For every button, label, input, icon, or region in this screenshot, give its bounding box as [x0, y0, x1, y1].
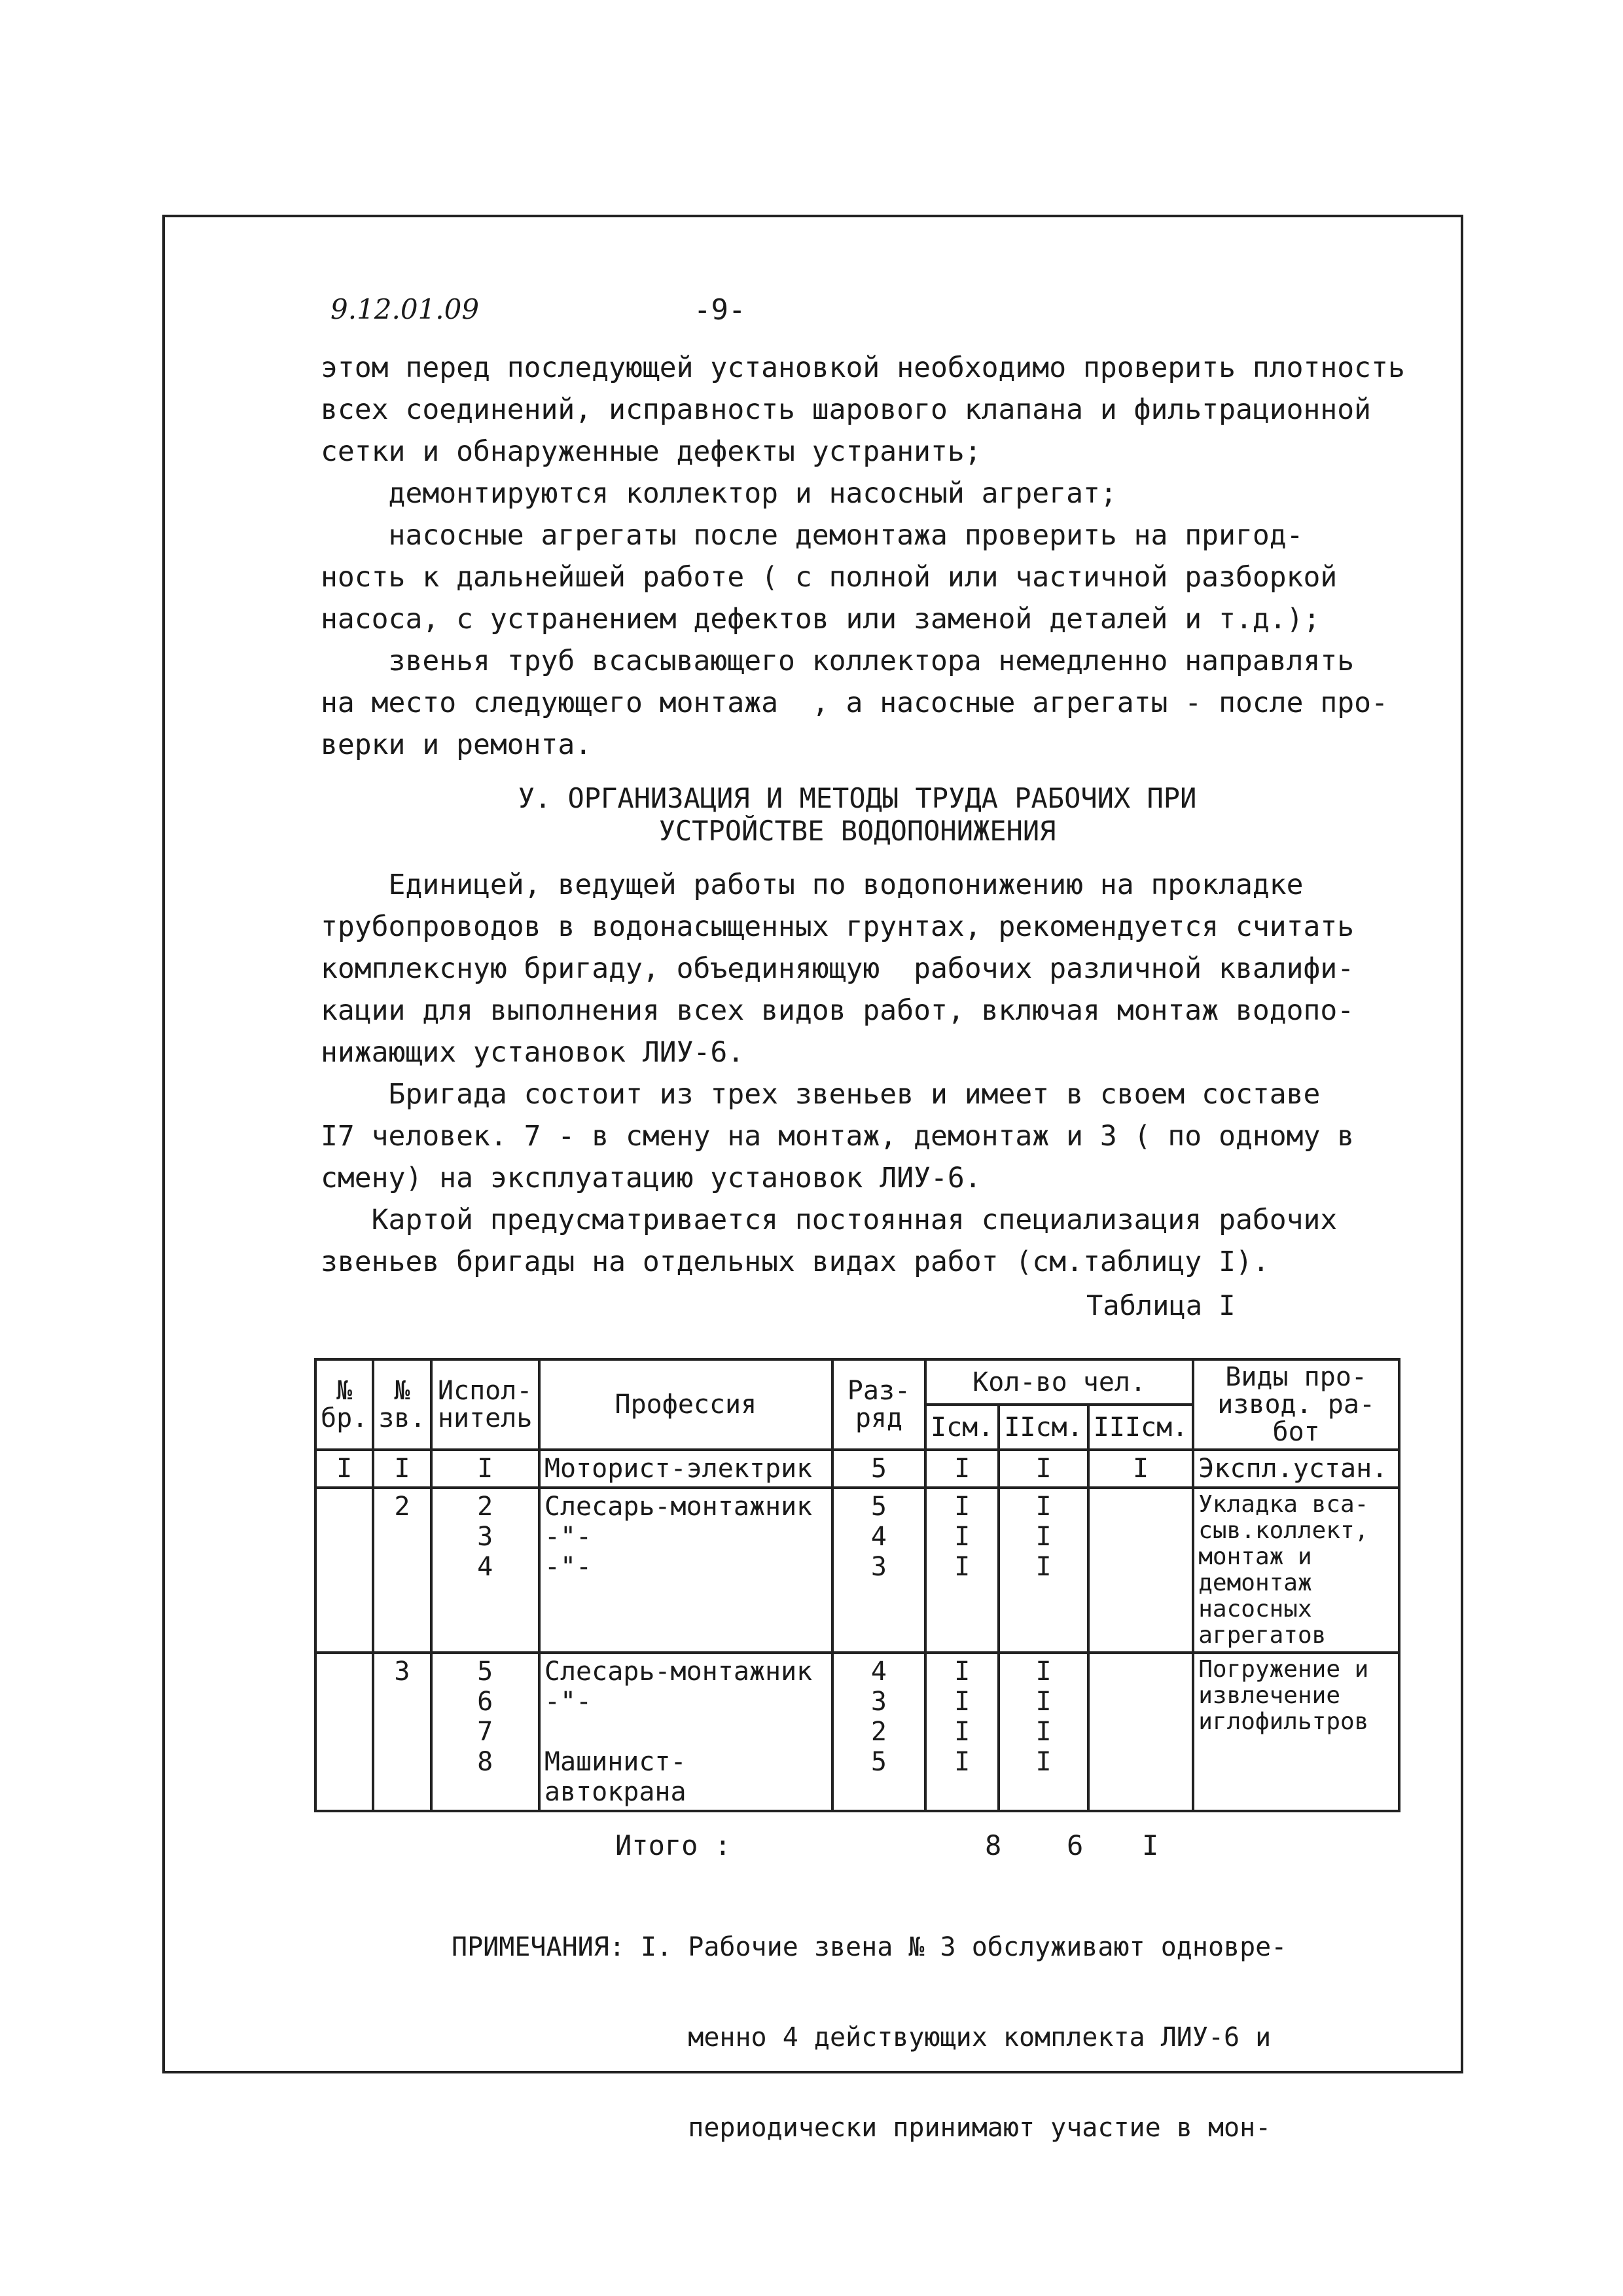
note-line: менно 4 действующих комплекта ЛИУ-6 и [452, 2022, 1272, 2053]
header-work-types: Виды про- извод. ра- бот [1193, 1359, 1399, 1450]
text-line: кации для выполнения всех видов работ, включая монтаж водопо- [321, 994, 1355, 1027]
cell-shift-1: I [925, 1450, 999, 1488]
cell-executor: I [431, 1450, 539, 1488]
header-shift-1: Iсм. [925, 1405, 999, 1450]
table-row [315, 1653, 1399, 1811]
total-shift-2: 6 [1067, 1829, 1084, 1861]
text-line: на место следующего монтажа , а насосные агрегаты - после про- [321, 687, 1388, 719]
text-line: звеньев бригады на отдельных видах работ (см.таблицу I). [321, 1246, 1270, 1278]
cell-profession: Слесарь-монтажник -"- Машинист-автокрана [539, 1653, 832, 1811]
note-line: периодически принимают участие в мон- [452, 2113, 1272, 2143]
header-profession: Профессия [539, 1359, 832, 1450]
text-line: Картой предусматривается постоянная специализация рабочих [321, 1204, 1338, 1236]
header-shift-3: IIIсм. [1088, 1405, 1194, 1450]
page-number: -9- [694, 293, 746, 327]
notes [452, 1872, 1287, 2173]
text-line: Бригада состоит из трех звеньев и имеет в своем составе [321, 1078, 1321, 1111]
cell-brigade: I [315, 1450, 373, 1488]
section-title-line-2: УСТРОЙСТВЕ ВОДОПОНИЖЕНИЯ [658, 815, 1056, 847]
text-line: всех соединений, исправность шарового клапана и фильтрационной [321, 393, 1372, 426]
cell-work-type: Погружение и извлечение иглофильтров [1193, 1653, 1399, 1811]
text-line: звенья труб всасывающего коллектора немедленно направлять [321, 645, 1355, 677]
cell-shift-2: I I I I [999, 1653, 1088, 1811]
cell-link: I [373, 1450, 431, 1488]
cell-shift-2: I [999, 1450, 1088, 1488]
header-executor: Испол- нитель [431, 1359, 539, 1450]
text-line: демонтируются коллектор и насосный агрегат; [321, 477, 1117, 510]
table-header-row [315, 1359, 1399, 1405]
table-row [315, 1450, 1399, 1488]
cell-executor: 5 6 7 8 [431, 1653, 539, 1811]
cell-profession: Слесарь-монтажник -"- -"- [539, 1488, 832, 1653]
cell-link: 2 [373, 1488, 431, 1653]
paragraph-1 [321, 347, 1420, 766]
text-line: этом перед последующей установкой необходимо проверить плотность [321, 351, 1405, 384]
header-shift-2: IIсм. [999, 1405, 1088, 1450]
note-line: ПРИМЕЧАНИЯ: I. Рабочие звена № 3 обслуживают одновре- [452, 1932, 1287, 1962]
table-row [315, 1488, 1399, 1653]
text-line: смену) на эксплуатацию установок ЛИУ-6. [321, 1162, 982, 1194]
section-title-line-1: У. ОРГАНИЗАЦИЯ И МЕТОДЫ ТРУДА РАБОЧИХ ПРИ [518, 782, 1197, 814]
text-line: верки и ремонта. [321, 728, 592, 761]
text-line: Единицей, ведущей работы по водопонижению на прокладке [321, 869, 1304, 901]
cell-brigade [315, 1488, 373, 1653]
cell-shift-3: I [1088, 1450, 1194, 1488]
text-line: I7 человек. 7 - в смену на монтаж, демонтаж и 3 ( по одному в [321, 1120, 1355, 1153]
text-line: нижающих установок ЛИУ-6. [321, 1036, 745, 1069]
cell-grade: 5 [832, 1450, 925, 1488]
table-caption: Таблица I [1086, 1289, 1236, 1321]
cell-link: 3 [373, 1653, 431, 1811]
header-link-no: № зв. [373, 1359, 431, 1450]
cell-brigade [315, 1653, 373, 1811]
section-heading [321, 782, 1394, 848]
text-line: комплексную бригаду, объединяющую рабочих различной квалифи- [321, 952, 1355, 985]
header-brigade-no: № бр. [315, 1359, 373, 1450]
cell-shift-3 [1088, 1488, 1194, 1653]
crew-table [314, 1358, 1400, 1812]
text-line: сетки и обнаруженные дефекты устранить; [321, 435, 982, 468]
header-count: Кол-во чел. [925, 1359, 1193, 1405]
cell-work-type: Укладка вса- сыв.коллект, монтаж и демонтаж насосных агрегатов [1193, 1488, 1399, 1653]
document-code: 9.12.01.09 [330, 293, 480, 325]
cell-shift-1: I I I [925, 1488, 999, 1653]
cell-shift-2: I I I [999, 1488, 1088, 1653]
text-line: трубопроводов в водонасыщенных грунтах, рекомендуется считать [321, 910, 1355, 943]
total-shift-3: I [1142, 1829, 1159, 1861]
text-line: ность к дальнейшей работе ( с полной или частичной разборкой [321, 561, 1338, 594]
cell-grade: 4 3 2 5 [832, 1653, 925, 1811]
paragraph-2 [321, 864, 1420, 1283]
text-line: насосные агрегаты после демонтажа проверить на пригод- [321, 519, 1304, 552]
cell-shift-3 [1088, 1653, 1194, 1811]
cell-shift-1: I I I I [925, 1653, 999, 1811]
text-line: насоса, с устранением дефектов или заменой деталей и т.д.); [321, 603, 1321, 636]
cell-executor: 2 3 4 [431, 1488, 539, 1653]
cell-grade: 5 4 3 [832, 1488, 925, 1653]
cell-work-type: Экспл.устан. [1193, 1450, 1399, 1488]
cell-profession: Моторист-электрик [539, 1450, 832, 1488]
total-label: Итого : [615, 1829, 732, 1861]
total-shift-1: 8 [985, 1829, 1002, 1861]
header-grade: Раз- ряд [832, 1359, 925, 1450]
